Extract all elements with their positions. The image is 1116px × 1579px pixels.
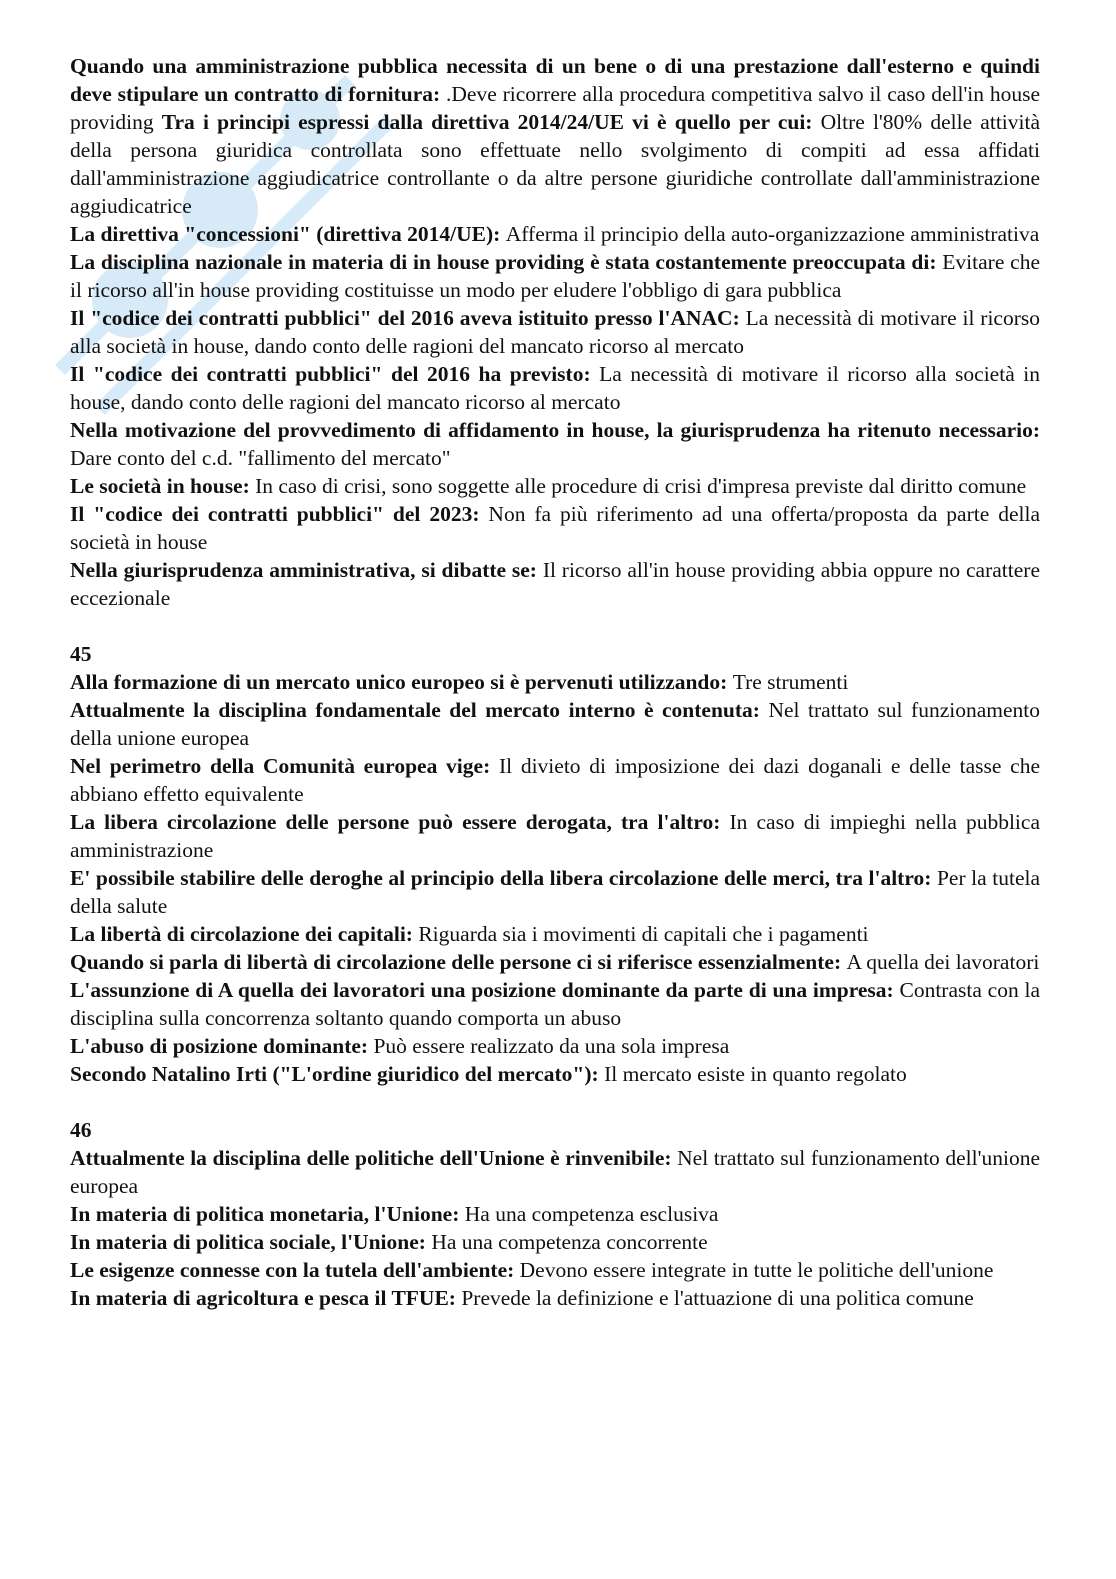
section-number: 45 — [70, 642, 92, 666]
question: Quando una amministrazione pubblica necessita di un bene o di una prestazione dall'esterno e quindi deve stipulare un contratto di fornitura: — [70, 54, 1040, 106]
qa-item — [70, 1144, 1040, 1200]
question: In materia di politica sociale, l'Unione: — [70, 1230, 432, 1254]
question: E' possibile stabilire delle deroghe al principio della libera circolazione delle merci, tra l'altro: — [70, 866, 937, 890]
question: Nella giurisprudenza amministrativa, si dibatte se: — [70, 558, 543, 582]
qa-item — [70, 556, 1040, 612]
question: La direttiva "concessioni" (direttiva 2014/UE): — [70, 222, 506, 246]
qa-item — [70, 1032, 1040, 1060]
qa-item — [70, 248, 1040, 304]
question: L'abuso di posizione dominante: — [70, 1034, 374, 1058]
qa-item — [70, 220, 1040, 248]
qa-item — [70, 500, 1040, 556]
question: Quando si parla di libertà di circolazione delle persone ci si riferisce essenzialmente: — [70, 950, 847, 974]
qa-item — [70, 1256, 1040, 1284]
question: Alla formazione di un mercato unico europeo si è pervenuti utilizzando: — [70, 670, 733, 694]
answer: Nel trattato sul funzionamento dell'unione europea — [70, 1146, 1040, 1198]
document-body — [70, 52, 1040, 1312]
question: Attualmente la disciplina fondamentale del mercato interno è contenuta: — [70, 698, 769, 722]
qa-item — [70, 920, 1040, 948]
qa-item — [70, 1284, 1040, 1312]
question: In materia di agricoltura e pesca il TFUE: — [70, 1286, 462, 1310]
question: Secondo Natalino Irti ("L'ordine giuridico del mercato"): — [70, 1062, 605, 1086]
answer: Dare conto del c.d. "fallimento del mercato" — [70, 446, 451, 470]
qa-item — [70, 948, 1040, 976]
qa-item — [70, 752, 1040, 808]
answer: Può essere realizzato da una sola impresa — [373, 1034, 730, 1058]
question: In materia di politica monetaria, l'Unione: — [70, 1202, 465, 1226]
answer: Tre strumenti — [732, 670, 849, 694]
qa-item — [70, 668, 1040, 696]
answer: Ha una competenza concorrente — [431, 1230, 708, 1254]
question: Il "codice dei contratti pubblici" del 2016 aveva istituito presso l'ANAC: — [70, 306, 746, 330]
answer: Non fa più riferimento ad una offerta/proposta da parte della società in house — [70, 502, 1040, 554]
answer: In caso di impieghi nella pubblica amministrazione — [70, 810, 1040, 862]
question: La disciplina nazionale in materia di in house providing è stata costantemente preoccupata di: — [70, 250, 943, 274]
answer: Il divieto di imposizione dei dazi doganali e delle tasse che abbiano effetto equivalente — [70, 754, 1040, 806]
qa-item — [70, 976, 1040, 1032]
answer: Ha una competenza esclusiva — [464, 1202, 719, 1226]
qa-item — [70, 1228, 1040, 1256]
qa-item — [70, 808, 1040, 864]
answer: Oltre l'80% delle attività della persona giuridica controllata sono effettuate nello svolgimento di compiti ad essa affidati dall'amministrazione aggiudicatrice controllante o da altre persone giuridiche controllate dall'amministrazione aggiudicatrice — [70, 110, 1041, 218]
qa-item — [70, 416, 1040, 472]
answer: Devono essere integrate in tutte le politiche dell'unione — [519, 1258, 994, 1282]
question: La libera circolazione delle persone può essere derogata, tra l'altro: — [70, 810, 730, 834]
answer: Prevede la definizione e l'attuazione di una politica comune — [461, 1286, 974, 1310]
question: Le società in house: — [70, 474, 256, 498]
answer: Nel trattato sul funzionamento della unione europea — [70, 698, 1041, 750]
question: Attualmente la disciplina delle politiche dell'Unione è rinvenibile: — [70, 1146, 678, 1170]
question: Il "codice dei contratti pubblici" del 2016 ha previsto: — [70, 362, 600, 386]
answer: La necessità di motivare il ricorso alla società in house, dando conto delle ragioni del mancato ricorso al mercato — [70, 362, 1040, 414]
question: La libertà di circolazione dei capitali: — [70, 922, 419, 946]
qa-item — [70, 52, 1040, 220]
qa-item — [70, 472, 1040, 500]
section-45 — [70, 640, 1040, 1088]
answer: Il ricorso all'in house providing abbia oppure no carattere eccezionale — [70, 558, 1040, 610]
answer: Il mercato esiste in quanto regolato — [604, 1062, 907, 1086]
question: L'assunzione di A quella dei lavoratori una posizione dominante da parte di una impresa: — [70, 978, 900, 1002]
qa-item — [70, 864, 1040, 920]
question: Nella motivazione del provvedimento di affidamento in house, la giurisprudenza ha ritenuto necessario: — [70, 418, 1040, 442]
question: Le esigenze connesse con la tutela dell'ambiente: — [70, 1258, 520, 1282]
answer: Per la tutela della salute — [70, 866, 1041, 918]
question: Nel perimetro della Comunità europea vige: — [70, 754, 499, 778]
qa-item — [70, 1060, 1040, 1088]
answer: .Deve ricorrere alla procedura competitiva salvo il caso dell'in house providing — [70, 82, 1040, 134]
qa-item — [70, 1200, 1040, 1228]
answer: Contrasta con la disciplina sulla concorrenza soltanto quando comporta un abuso — [70, 978, 1040, 1030]
answer: Riguarda sia i movimenti di capitali che i pagamenti — [418, 922, 869, 946]
section-number: 46 — [70, 1118, 92, 1142]
question: Tra i principi espressi dalla direttiva 2014/24/UE vi è quello per cui: — [161, 110, 821, 134]
answer: In caso di crisi, sono soggette alle procedure di crisi d'impresa previste dal diritto comune — [255, 474, 1027, 498]
qa-item — [70, 696, 1040, 752]
answer: Afferma il principio della auto-organizzazione amministrativa — [505, 222, 1040, 246]
answer: Evitare che il ricorso all'in house providing costituisse un modo per eludere l'obbligo di gara pubblica — [70, 250, 1040, 302]
section-1 — [70, 52, 1040, 612]
question: Il "codice dei contratti pubblici" del 2023: — [70, 502, 489, 526]
answer: La necessità di motivare il ricorso alla società in house, dando conto delle ragioni del mancato ricorso al mercato — [70, 306, 1040, 358]
answer: A quella dei lavoratori — [846, 950, 1040, 974]
qa-item — [70, 304, 1040, 360]
section-46 — [70, 1116, 1040, 1312]
qa-item — [70, 360, 1040, 416]
